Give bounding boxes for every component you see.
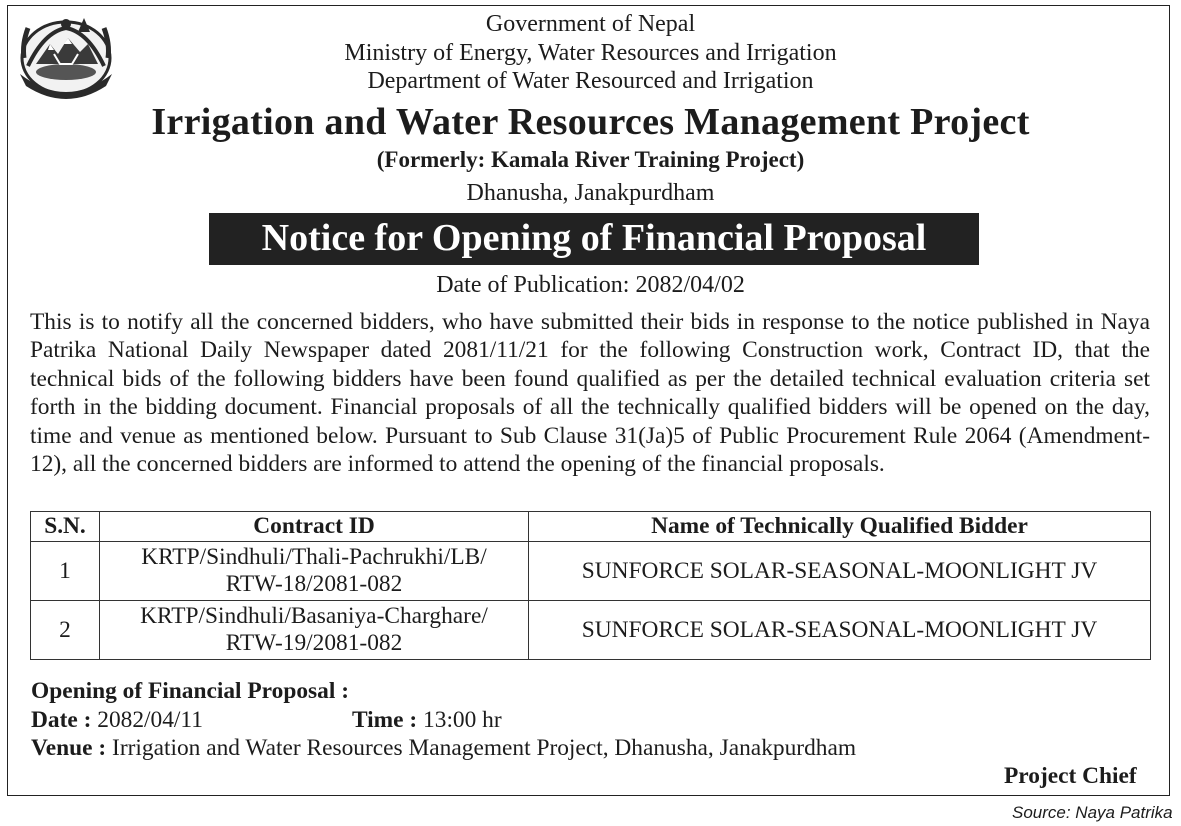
opening-date xyxy=(31,707,203,734)
header-bidder: Name of Technically Qualified Bidder xyxy=(529,512,1151,542)
contract-id-line: KRTP/Sindhuli/Thali-Pachrukhi/LB/ xyxy=(141,544,487,570)
project-title: Irrigation and Water Resources Management Project xyxy=(151,101,1030,143)
header-sn: S.N. xyxy=(31,512,100,542)
opening-venue xyxy=(31,735,856,762)
notice-body: This is to notify all the concerned bidders, who have submitted their bids in response to the notice published in Naya Patrika National Daily Newspaper dated 2081/11/21 for the following Construction work, Contract ID, that the technical bids of the following bidders have been found qualified as per the detailed technical evaluation criteria set forth in the bidding document. Financial proposals of all the technically qualified bidders will be opened on the day, time and venue as mentioned below. Pursuant to Sub Clause 31(Ja)5 of Public Procurement Rule 2064 (Amendment-12), all the concerned bidders are informed to attend the opening of the financial proposals. xyxy=(30,309,1150,478)
bidders-table xyxy=(30,511,1151,660)
row-bidder: SUNFORCE SOLAR-SEASONAL-MOONLIGHT JV xyxy=(529,601,1151,660)
opening-heading xyxy=(31,678,349,705)
ministry-line: Ministry of Energy, Water Resources and Irrigation xyxy=(344,40,837,66)
government-line: Government of Nepal xyxy=(485,11,696,37)
row-bidder: SUNFORCE SOLAR-SEASONAL-MOONLIGHT JV xyxy=(529,542,1151,601)
date-label: Date : xyxy=(31,707,92,733)
row-contract-id xyxy=(100,601,529,660)
contract-id-line: KRTP/Sindhuli/Basaniya-Charghare/ xyxy=(140,603,488,629)
date-value: 2082/04/11 xyxy=(97,707,203,733)
table-row xyxy=(31,542,1151,601)
opening-heading-text: Opening of Financial Proposal : xyxy=(31,678,349,704)
row-contract-id xyxy=(100,542,529,601)
row-sn: 1 xyxy=(31,542,100,601)
publication-date: Date of Publication: 2082/04/02 xyxy=(436,272,745,298)
contract-id-line: RTW-19/2081-082 xyxy=(225,630,403,656)
formerly-line: (Formerly: Kamala River Training Project) xyxy=(376,147,805,172)
opening-time xyxy=(352,707,502,734)
venue-label: Venue : xyxy=(31,735,107,761)
table-row xyxy=(31,601,1151,660)
header-contract-id: Contract ID xyxy=(100,512,529,542)
contract-id-line: RTW-18/2081-082 xyxy=(225,571,403,597)
time-value: 13:00 hr xyxy=(423,707,502,733)
venue-value: Irrigation and Water Resources Management Project, Dhanusha, Janakpurdham xyxy=(112,735,857,761)
location-line: Dhanusha, Janakpurdham xyxy=(466,180,715,206)
notice-banner: Notice for Opening of Financial Proposal xyxy=(209,213,979,265)
department-line: Department of Water Resourced and Irrigation xyxy=(367,68,814,94)
signature-title: Project Chief xyxy=(1004,763,1137,789)
table-header-row xyxy=(31,512,1151,542)
time-label: Time : xyxy=(352,707,418,733)
row-sn: 2 xyxy=(31,601,100,660)
source-credit: Source: Naya Patrika xyxy=(1012,803,1173,822)
